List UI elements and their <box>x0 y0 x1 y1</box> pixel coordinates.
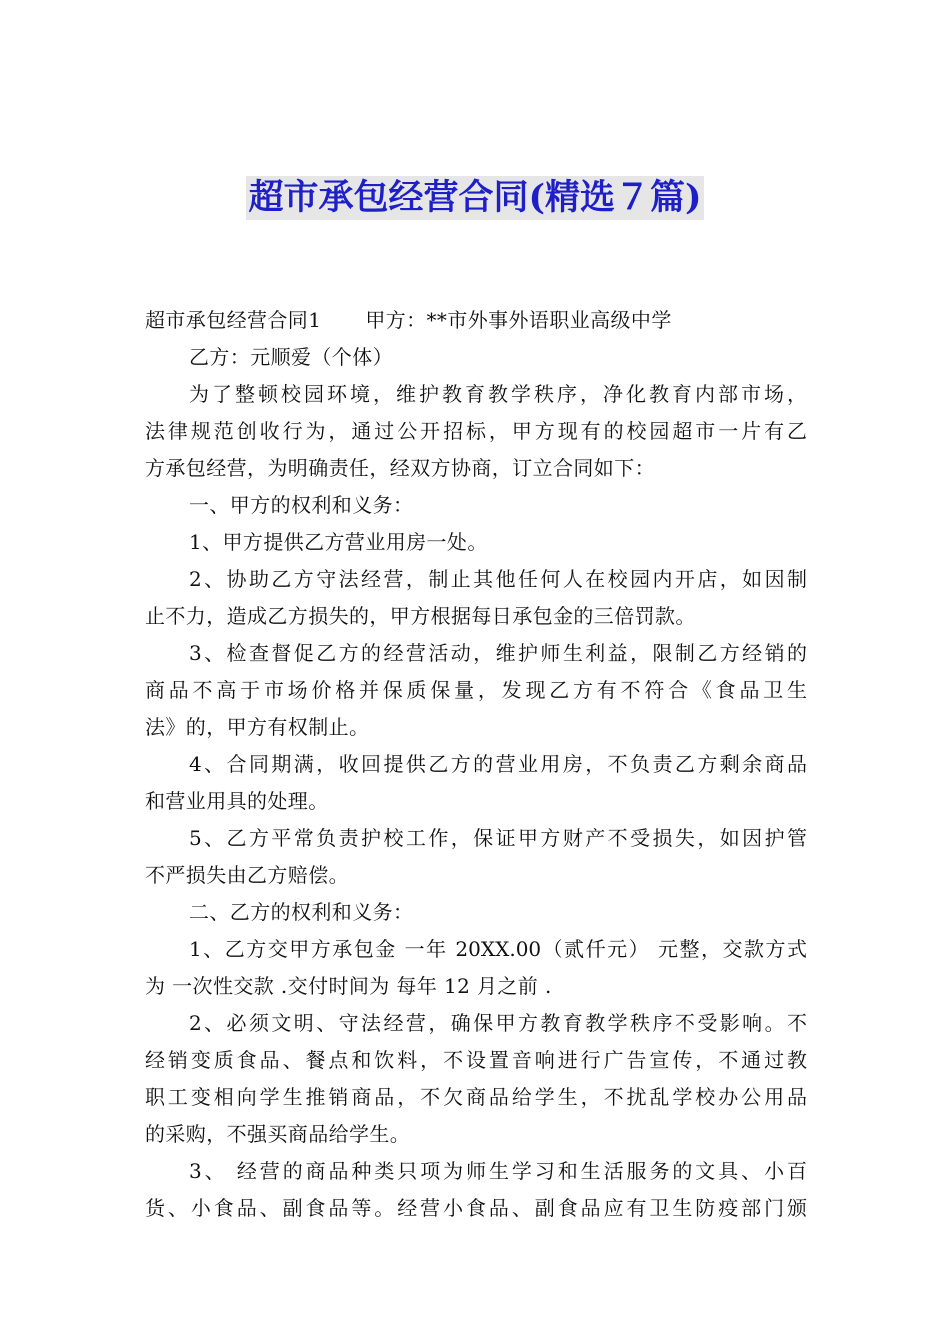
document-title: 超市承包经营合同(精选７篇) <box>248 177 702 218</box>
text-line: 2、必须文明、守法经营，确保甲方教育教学秩序不受影响。不 <box>189 1011 807 1035</box>
text-line: 职工变相向学生推销商品，不欠商品给学生，不扰乱学校办公用品 <box>145 1085 807 1109</box>
text-line: 和营业用具的处理。 <box>145 789 329 813</box>
text-line: 4、合同期满，收回提供乙方的营业用房，不负责乙方剩余商品 <box>189 752 807 776</box>
text-line: 3、 经营的商品种类只项为师生学习和生活服务的文具、小百 <box>189 1159 807 1183</box>
document-body <box>145 302 807 1227</box>
text-line: 5、乙方平常负责护校工作，保证甲方财产不受损失，如因护管 <box>189 826 807 850</box>
text-line: 一、甲方的权利和义务： <box>189 493 414 517</box>
text-line: 1、甲方提供乙方营业用房一处。 <box>189 530 488 554</box>
title-container <box>0 176 950 220</box>
text-line: 法》的，甲方有权制止。 <box>145 715 370 739</box>
text-line: 商品不高于市场价格并保质保量，发现乙方有不符合《食品卫生 <box>145 678 807 702</box>
heading-label: 超市承包经营合同1 <box>145 308 322 332</box>
text-line: 不严损失由乙方赔偿。 <box>145 863 349 887</box>
text-line: 3、检查督促乙方的经营活动，维护师生利益，限制乙方经销的 <box>189 641 807 665</box>
text-line: 的采购，不强买商品给学生。 <box>145 1122 411 1146</box>
text-line: 货、小食品、副食品等。经营小食品、副食品应有卫生防疫部门颁 <box>145 1196 807 1220</box>
text-line: 2、协助乙方守法经营，制止其他任何人在校园内开店，如因制 <box>189 567 807 591</box>
party-a-line: 甲方：**市外事外语职业高级中学 <box>365 308 672 332</box>
text-line: 1、乙方交甲方承包金 一年 20XX.00（贰仟元） 元整，交款方式 <box>189 937 807 961</box>
text-line: 为了整顿校园环境，维护教育教学秩序，净化教育内部市场， <box>189 382 807 406</box>
text-line: 为 一次性交款 .交付时间为 每年 12 月之前 . <box>145 974 552 998</box>
text-line: 乙方：元顺爱（个体） <box>189 345 393 369</box>
text-line: 经销变质食品、餐点和饮料，不设置音响进行广告宣传，不通过教 <box>145 1048 807 1072</box>
text-line: 止不力，造成乙方损失的，甲方根据每日承包金的三倍罚款。 <box>145 604 696 628</box>
text-line: 法律规范创收行为，通过公开招标，甲方现有的校园超市一片有乙 <box>145 419 807 443</box>
first-line <box>145 302 807 339</box>
text-line: 方承包经营，为明确责任，经双方协商，订立合同如下： <box>145 456 655 480</box>
text-line: 二、乙方的权利和义务： <box>189 900 414 924</box>
